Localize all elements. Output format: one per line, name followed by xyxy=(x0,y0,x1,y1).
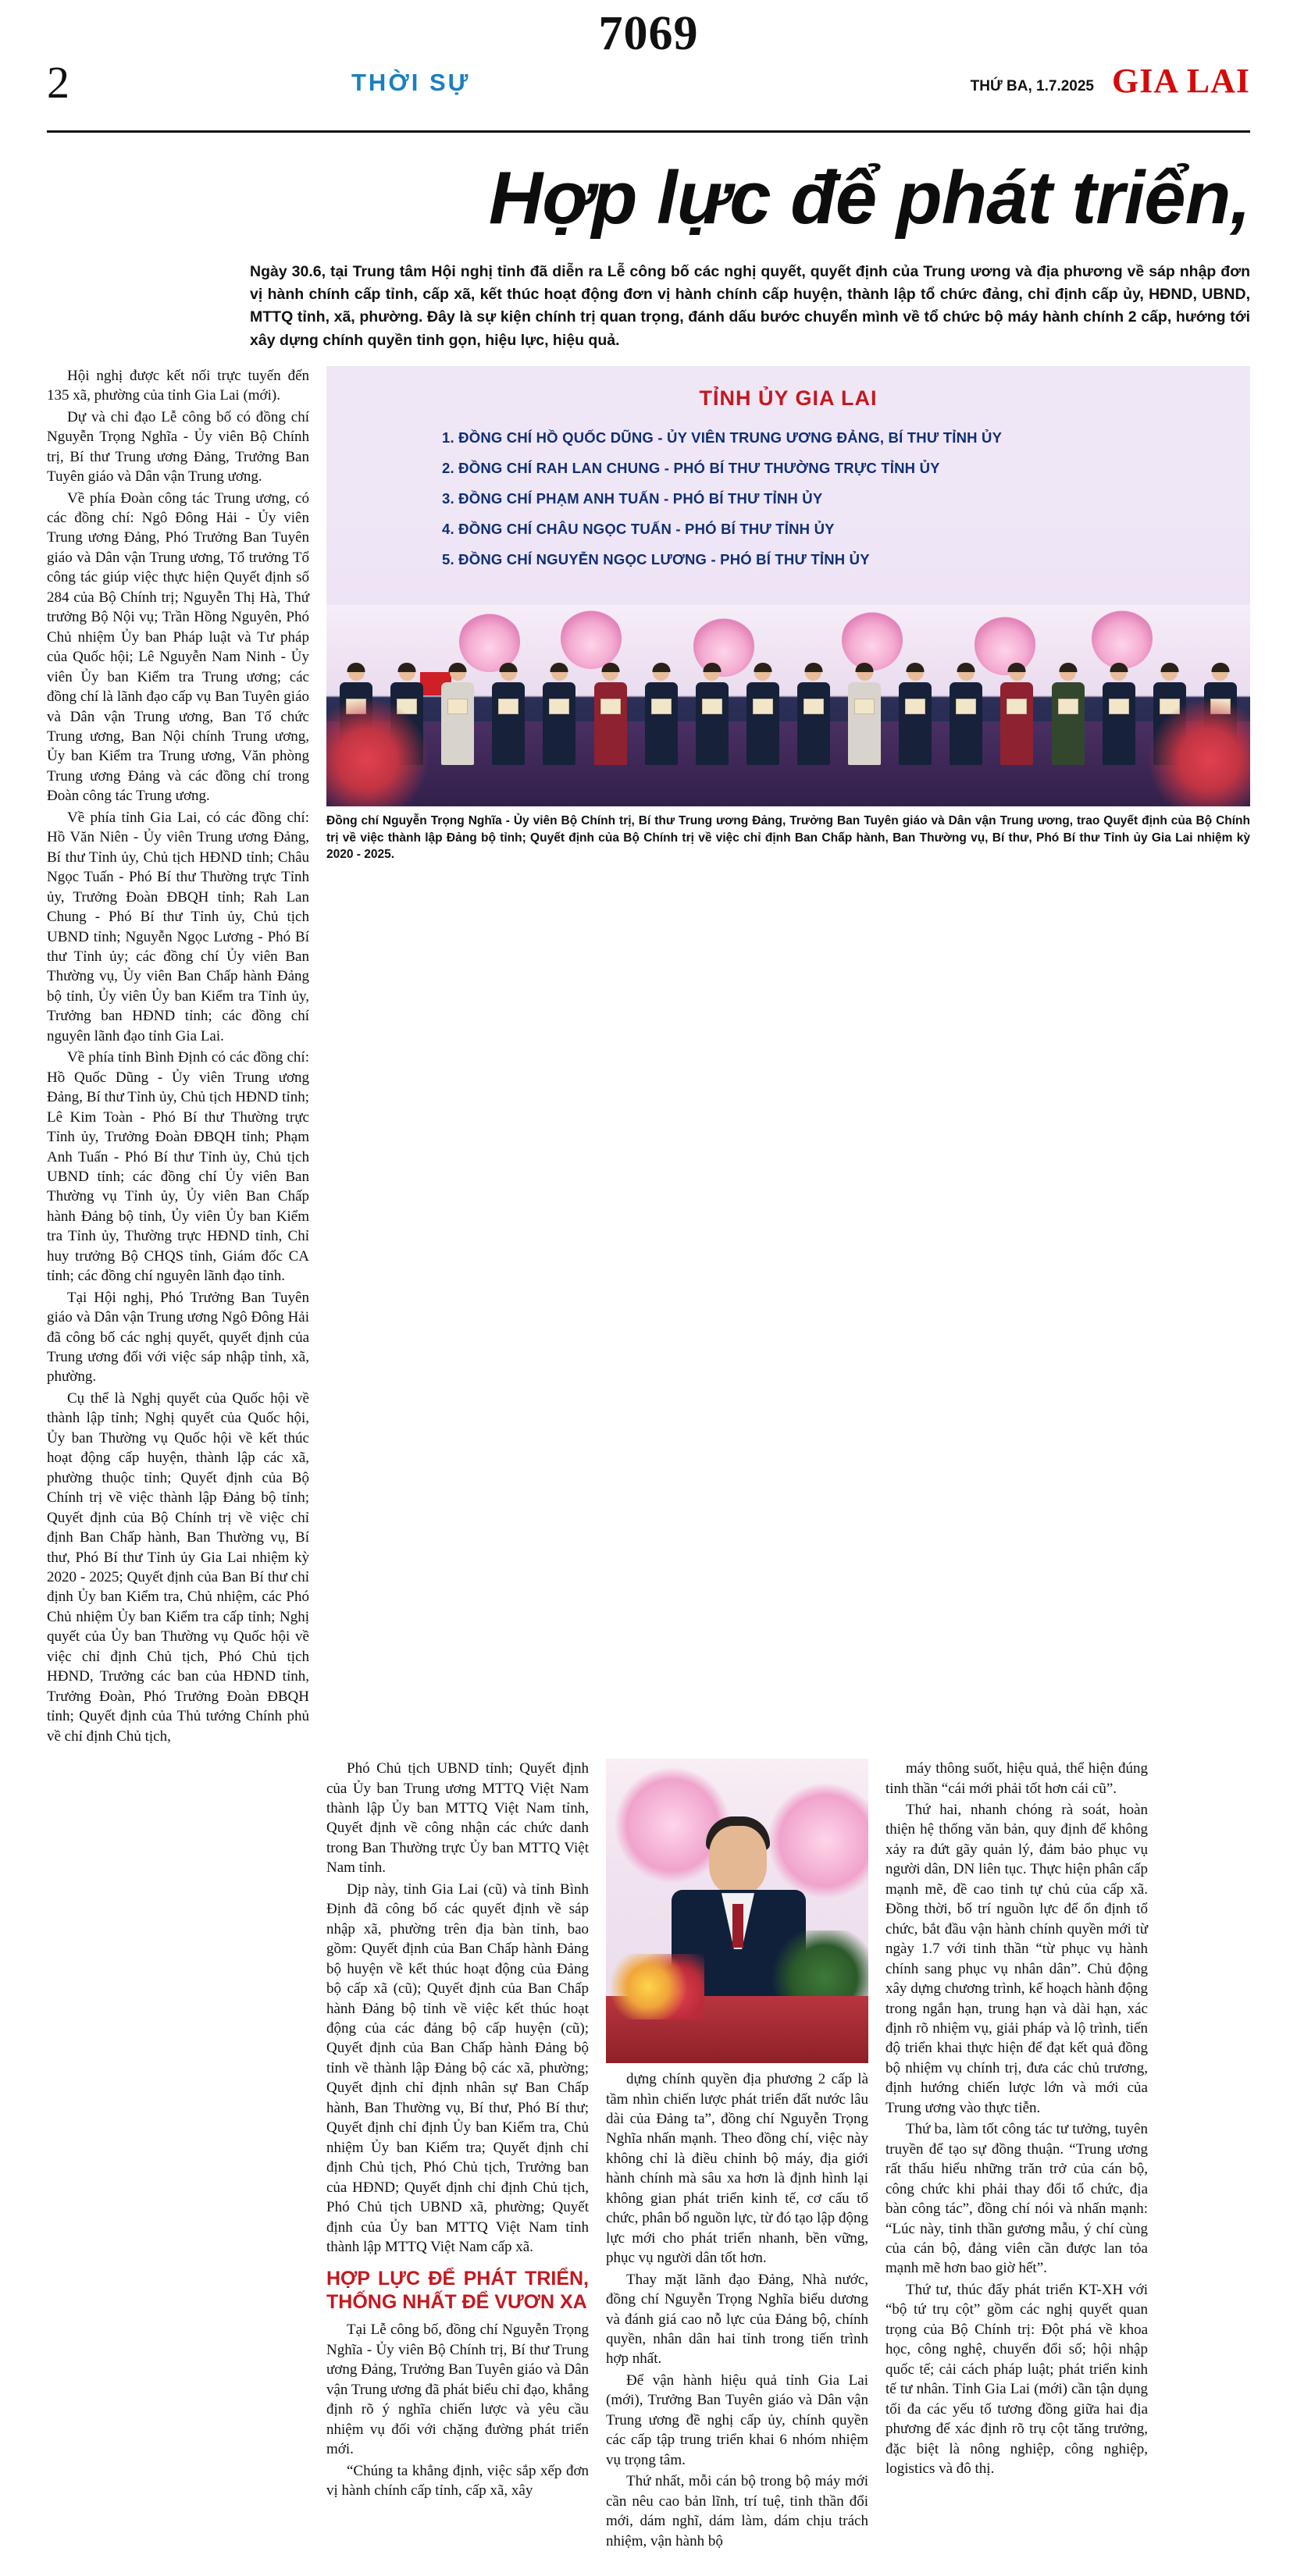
banner-list xyxy=(442,429,1227,568)
person xyxy=(1100,664,1138,789)
paragraph: Dịp này, tỉnh Gia Lai (cũ) và tỉnh Bình Định đã công bố các quyết định về sáp nhập xã, phường trên địa bàn tỉnh, bao gồm: Quyết định của Ban Chấp hành Đảng bộ huyện về kết thúc hoạt động của Đảng bộ cấp xã (cũ); Quyết định của Ban Chấp hành Đảng bộ tỉnh về việc kết thúc hoạt động của các đảng bộ cấp huyện (cũ); Quyết định của Ban Chấp hành Đảng bộ tỉnh về thành lập Đảng bộ các xã, phường; Quyết định chỉ định nhân sự Ban Chấp hành, Ban Thường vụ, Bí thư, Phó Bí thư; Quyết định chỉ định Ủy ban Kiểm tra, Chủ nhiệm Ủy ban Kiểm tra; Quyết định chỉ định Chủ tịch, Phó Chủ tịch, Trưởng ban của HĐND; Quyết định chỉ định Chủ tịch, Phó Chủ tịch UBND xã, phường; Quyết định của Ủy ban MTTQ Việt Nam tỉnh thành lập MTTQ Việt Nam cấp xã. xyxy=(326,1880,589,2255)
speaker-head xyxy=(709,1826,767,1895)
list-item: 5. ĐỒNG CHÍ NGUYỄN NGỌC LƯƠNG - PHÓ BÍ THƯ TỈNH ỦY xyxy=(442,550,870,568)
article-lead: Ngày 30.6, tại Trung tâm Hội nghị tỉnh đã diễn ra Lễ công bố các nghị quyết, quyết định của Trung ương và địa phương về sáp nhập đơn vị hành chính cấp tỉnh, cấp xã, kết thúc hoạt động đơn vị hành chính cấp huyện, thành lập tổ chức đảng, chỉ định cấp ủy, HĐND, UBND, MTTQ tỉnh, xã, phường. Đây là sự kiện chính trị quan trọng, đánh dấu bước chuyển mình về tổ chức bộ máy hành chính 2 cấp, hướng tới xây dựng chính quyền tinh gọn, hiệu lực, hiệu quả. xyxy=(250,262,1250,349)
paragraph: dựng chính quyền địa phương 2 cấp là tầm nhìn chiến lược phát triển đất nước lâu dài của Đảng ta”, đồng chí Nguyễn Trọng Nghĩa nhấn mạnh. Theo đồng chí, việc này không chỉ là điều chỉnh bộ máy, địa giới hành chính mà sâu xa hơn là định hình lại không gian phát triển kinh tế, cơ cấu tổ chức, phân bổ nguồn lực, từ đó tạo lập động lực mới cho phát triển nhanh, bền vững, phục vụ người dân tốt hơn. xyxy=(606,2071,868,2267)
paragraph: Thứ nhất, mỗi cán bộ trong bộ máy mới cần nêu cao bản lĩnh, trí tuệ, tinh thần đổi mới, dám nghĩ, dám làm, dám chịu trách nhiệm, vận hành bộ xyxy=(606,2473,868,2549)
flower-arrangement-left xyxy=(326,689,437,806)
paragraph: Cụ thể là Nghị quyết của Quốc hội về thành lập tỉnh; Nghị quyết của Quốc hội, Ủy ban Thường vụ Quốc hội về kết thúc hoạt động cấp huyện, thành lập các xã, phường thuộc tỉnh; Quyết định của Bộ Chính trị về việc thành lập Đảng bộ tỉnh; Quyết định của Bộ Chính trị về việc chỉ định Ban Chấp hành, Ban Thường vụ, Bí thư, Phó Bí thư Tỉnh ủy Gia Lai nhiệm kỳ 2020 - 2025; Quyết định của Ban Bí thư chỉ định Ủy ban Kiểm tra, Chủ nhiệm, các Phó Chủ nhiệm Ủy ban Kiểm tra cấp tỉnh; Nghị quyết của Ủy ban Thường vụ Quốc hội về việc chỉ định Chủ tịch, Phó Chủ tịch HĐND, Trưởng các ban của HĐND tỉnh, Trưởng Đoàn, Phó Trưởng Đoàn ĐBQH tỉnh; Quyết định của Thủ tướng Chính phủ về chỉ định Chủ tịch, xyxy=(47,1389,309,1745)
paragraph: “Chúng ta khẳng định, việc sắp xếp đơn vị hành chính cấp tỉnh, cấp xã, xây xyxy=(326,2462,589,2500)
subheading: HỢP LỰC ĐỂ PHÁT TRIỂN, THỐNG NHẤT ĐỂ VƯƠN XA xyxy=(326,2268,589,2313)
person xyxy=(490,664,527,789)
person xyxy=(693,664,731,789)
list-item: 3. ĐỒNG CHÍ PHẠM ANH TUẤN - PHÓ BÍ THƯ TỈNH ỦY xyxy=(442,489,823,507)
column-1 xyxy=(47,366,309,1748)
page-number: 2 xyxy=(47,57,69,108)
lotus-icon xyxy=(767,1782,868,1899)
paragraph: Về phía tỉnh Gia Lai, có các đồng chí: Hồ Văn Niên - Ủy viên Trung ương Đảng, Bí thư Tỉnh ủy, Chủ tịch HĐND tỉnh; Châu Ngọc Tuấn - Phó Bí thư Thường trực Tỉnh ủy, Trưởng Đoàn ĐBQH tỉnh; Rah Lan Chung - Phó Bí thư Tỉnh ủy, Chủ tịch UBND tỉnh; Nguyễn Ngọc Lương - Phó Bí thư Tỉnh ủy; các đồng chí Ủy viên Ban Thường vụ, Ủy viên Ban Chấp hành Đảng bộ tỉnh, Ủy viên Ủy ban Kiểm tra Tỉnh ủy, Trưởng ban HĐND tỉnh; các đồng chí nguyên lãnh đạo tỉnh Gia Lai. xyxy=(47,809,309,1044)
list-item: 4. ĐỒNG CHÍ CHÂU NGỌC TUẤN - PHÓ BÍ THƯ TỈNH ỦY xyxy=(442,520,835,537)
article-body xyxy=(47,366,1250,2553)
flower-arrangement xyxy=(611,1954,704,2019)
paragraph: Về phía tỉnh Bình Định có các đồng chí: Hồ Quốc Dũng - Ủy viên Trung ương Đảng, Bí thư Tỉnh ủy, Chủ tịch HĐND tỉnh; Lê Kim Toàn - Phó Bí thư Thường trực Tỉnh ủy, Trưởng Đoàn ĐBQH tỉnh; Phạm Anh Tuấn - Phó Bí thư Tỉnh ủy, Chủ tịch UBND tỉnh; các đồng chí Ủy viên Ban Thường vụ Tỉnh ủy, Ủy viên Ban Chấp hành Đảng bộ tỉnh, Ủy viên Ủy ban Kiểm tra Tỉnh ủy, Thường trực HĐND tỉnh, Chỉ huy trưởng Bộ CHQS tỉnh, Giám đốc CA tỉnh; các đồng chí nguyên lãnh đạo tỉnh. xyxy=(47,1049,309,1285)
person xyxy=(592,664,629,789)
paragraph: Phó Chủ tịch UBND tỉnh; Quyết định của Ủy ban Trung ương MTTQ Việt Nam thành lập Ủy ban MTTQ Việt Nam tỉnh, Quyết định về công nhận các chức danh trong Ban Thường trực Ủy ban MTTQ Việt Nam tỉnh. xyxy=(326,1760,589,1877)
list-item: 2. ĐỒNG CHÍ RAH LAN CHUNG - PHÓ BÍ THƯ THƯỜNG TRỰC TỈNH ỦY xyxy=(442,459,940,476)
list-item: 1. ĐỒNG CHÍ HỒ QUỐC DŨNG - ỦY VIÊN TRUNG ƯƠNG ĐẢNG, BÍ THƯ TỈNH ỦY xyxy=(442,429,1003,446)
infographic-banner xyxy=(326,366,1250,605)
paragraph: Thứ tư, thúc đẩy phát triển KT-XH với “bộ tứ trụ cột” gồm các nghị quyết quan trọng của Bộ Chính trị: Đột phá về khoa học, công nghệ, chuyển đổi số; hội nhập quốc tế; cải cách pháp luật; phát triển kinh tế tư nhân. Tỉnh Gia Lai (mới) cần tận dụng tối đa các yếu tố tương đồng giữa hai địa phương để xác định rõ trụ cột tăng trưởng, đặc biệt là nông nghiệp, công nghiệp, logistics và đô thị. xyxy=(885,2281,1148,2477)
paragraph: máy thông suốt, hiệu quả, thể hiện đúng tinh thần “cái mới phải tốt hơn cái cũ”. xyxy=(885,1760,1148,1797)
graphic-block xyxy=(326,366,1250,863)
paragraph: Thay mặt lãnh đạo Đảng, Nhà nước, đồng chí Nguyễn Trọng Nghĩa biểu dương và đánh giá cao nỗ lực của Đảng bộ, chính quyền, nhân dân hai tỉnh trong tiến trình hợp nhất. xyxy=(606,2271,868,2368)
speaker-tie xyxy=(732,1904,743,1948)
person xyxy=(998,664,1035,789)
paragraph: Dự và chỉ đạo Lễ công bố có đồng chí Nguyễn Trọng Nghĩa - Ủy viên Bộ Chính trị, Bí thư Trung ương Đảng, Trưởng Ban Tuyên giáo và Dân vận Trung ương. xyxy=(47,408,309,486)
page-title: Hợp lực để phát triển, xyxy=(488,156,1250,240)
column-4 xyxy=(885,1759,1148,2480)
photo-caption: Đồng chí Nguyễn Trọng Nghĩa - Ủy viên Bộ Chính trị, Bí thư Trung ương Đảng, Trưởng Ban Tuyên giáo và Dân vận Trung ương, trao Quyết định của Bộ Chính trị về việc thành lập Đảng bộ tỉnh; Quyết định của Bộ Chính trị về việc chỉ định Ban Chấp hành, Ban Thường vụ, Bí thư, Phó Bí thư Tỉnh ủy Gia Lai nhiệm kỳ 2020 - 2025. xyxy=(326,813,1250,862)
newspaper-brand: GIA LAI xyxy=(1112,62,1250,100)
person xyxy=(744,664,782,789)
column-1-continued xyxy=(47,1759,309,1760)
person xyxy=(1049,664,1087,789)
paragraph: Thứ hai, nhanh chóng rà soát, hoàn thiện hệ thống văn bản, quy định để không xảy ra đứt gãy quản lý, đảm bảo phục vụ người dân, DN liên tục. Thực hiện phân cấp mạnh mẽ, đề cao tinh tự chủ của cấp xã. Đồng thời, bố trí nguồn lực để ổn định tổ chức, bắt đầu vận hành chính quyền mới từ ngày 1.7 với tinh thần “từ phục vụ hành chính sang phục vụ nhân dân”. Chủ động xây dựng chương trình, kế hoạch hành động trong ngắn hạn, trung hạn và dài hạn, xác định rõ nhiệm vụ, giải pháp và lộ trình, tiến độ triển khai thực hiện để đạt kết quả đồng bộ nhiệm vụ chính trị, đưa các chủ trương, định hướng chiến lược lớn và mới của Trung ương vào thực tiễn. xyxy=(885,1802,1148,2116)
speaker-photo xyxy=(606,1759,868,2063)
lotus-icon xyxy=(1092,608,1153,669)
person xyxy=(643,664,680,789)
paragraph: Tại Lễ công bố, đồng chí Nguyễn Trọng Nghĩa - Ủy viên Bộ Chính trị, Bí thư Trung ương Đảng, Trưởng Ban Tuyên giáo và Dân vận Trung ương đã phát biểu chỉ đạo, khẳng định rõ ý nghĩa chiến lược và yêu cầu nhiệm vụ đối với chặng đường phát triển mới. xyxy=(326,2322,589,2458)
person xyxy=(896,664,934,789)
banner-title: TỈNH ỦY GIA LAI xyxy=(699,386,878,410)
ceremony-photo xyxy=(326,605,1250,806)
publication-date: THỨ BA, 1.7.2025 xyxy=(970,78,1094,94)
person xyxy=(947,664,985,789)
top-zone xyxy=(47,366,1250,1748)
column-2 xyxy=(326,1759,589,2502)
paragraph: Về phía Đoàn công tác Trung ương, có các đồng chí: Ngô Đông Hải - Ủy viên Trung ương Đảng, Phó Trưởng Ban Tuyên giáo và Dân vận Trung ương, Tổ trưởng Tổ công tác giúp việc thực hiện Quyết định số 284 của Bộ Chính trị; Nguyễn Thị Hà, Thứ trưởng Bộ Nội vụ; Trần Hồng Nguyên, Phó Chủ nhiệm Ủy ban Pháp luật và Tư pháp của Quốc hội; Lê Nguyễn Nam Ninh - Ủy viên Ủy ban Kiểm tra Trung ương; các đồng chí là lãnh đạo cấp vụ Ban Tuyên giáo và Dân vận Trung ương, Ban Tổ chức Trung ương, Ban Nội chính Trung ương, Ủy ban Kiểm tra Trung ương, Văn phòng Trung ương Đảng và các đồng chí trong Đoàn công tác Trung ương. xyxy=(47,489,309,805)
column-3 xyxy=(606,1759,868,2553)
person xyxy=(846,664,883,789)
paragraph: Thứ ba, làm tốt công tác tư tưởng, tuyên truyền để tạo sự đồng thuận. “Trung ương rất thấu hiểu những trăn trở của cán bộ, công chức khi phải thay đổi tổ chức, địa bàn công tác”, đồng chí nói và nhấn mạnh: “Lúc này, tinh thần gương mẫu, ý chí cùng của cán bộ, đảng viên cần được lan tỏa mạnh mẽ hơn bao giờ hết”. xyxy=(885,2121,1148,2277)
paragraph: Hội nghị được kết nối trực tuyến đến 135 xã, phường của tỉnh Gia Lai (mới). xyxy=(47,367,309,404)
flower-arrangement-right xyxy=(1139,689,1250,806)
section-name: THỜI SỰ xyxy=(351,69,471,96)
lotus-icon xyxy=(561,608,622,669)
person xyxy=(439,664,476,789)
paragraph: Tại Hội nghị, Phó Trưởng Ban Tuyên giáo và Dân vận Trung ương Ngô Đông Hải đã công bố các nghị quyết, quyết định của Trung ương đối với việc sáp nhập tỉnh, xã, phường. xyxy=(47,1289,309,1386)
issue-number: 7069 xyxy=(598,7,699,60)
lotus-icon xyxy=(842,610,903,671)
person xyxy=(795,664,832,789)
lower-zone xyxy=(47,1759,1250,2553)
person xyxy=(540,664,578,789)
masthead xyxy=(47,0,1250,133)
paragraph: Để vận hành hiệu quả tỉnh Gia Lai (mới), Trưởng Ban Tuyên giáo và Dân vận Trung ương đề nghị cấp ủy, chính quyền các cấp tập trung triển khai 6 nhóm nhiệm vụ trọng tâm. xyxy=(606,2371,868,2468)
officials-row xyxy=(326,664,1250,789)
